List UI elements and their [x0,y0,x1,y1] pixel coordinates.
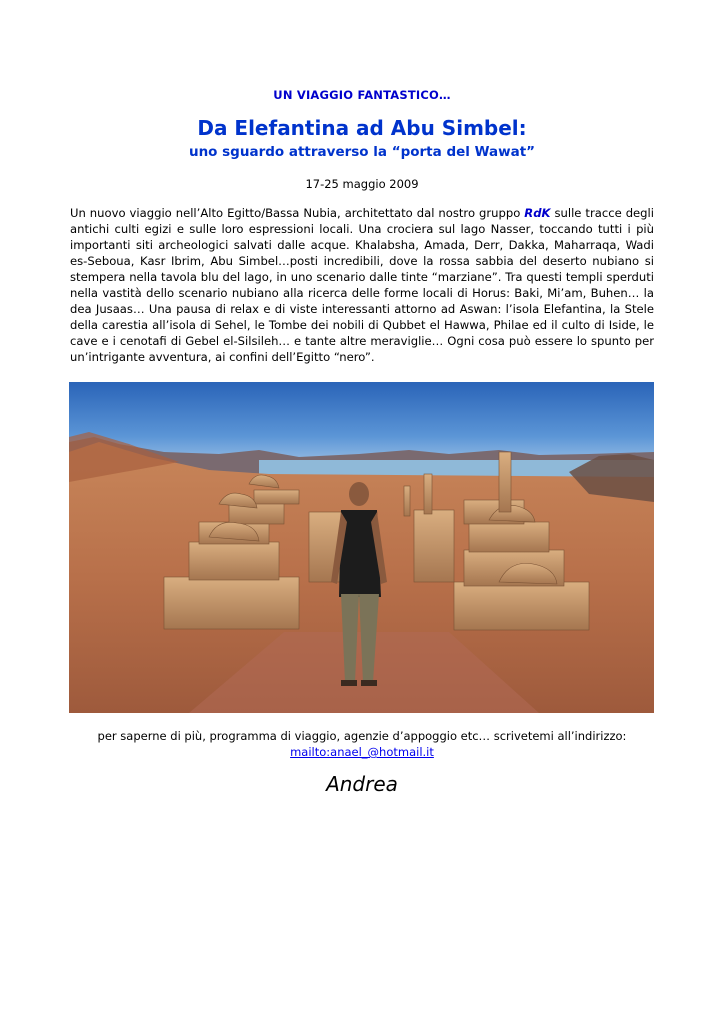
email-link-wrapper [0,745,724,759]
temple-photo [69,382,654,713]
kicker-heading: UN VIAGGIO FANTASTICO… [273,88,451,102]
signature: Andrea [326,772,398,796]
group-name: RdK [524,206,551,220]
page-title: Da Elefantina ad Abu Simbel: [197,116,527,140]
body-text-part1: Un nuovo viaggio nell’Alto Egitto/Bassa Nubia, architettato dal nostro gruppo [70,206,525,220]
contact-line: per saperne di più, programma di viaggio, agenzie d’appoggio etc… scrivetemi all’indirizzo: [97,729,627,743]
body-paragraph [70,205,654,365]
body-text-part2: sulle tracce degli antichi culti egizi e sulle loro espressioni locali. Una crociera sul lago Nasser, toccando tutti i più importanti siti archeologici salvati dalle acque. Khalabsha, Amada, Derr, Dakka, Maharraqa, Wadi es-Seboua, Kasr Ibrim, Abu Simbel…posti incredibili, dove la rossa sabbia del deserto nubiano si stempera nella tavola blu del lago, in uno scenario dalle tinte “marziane”. Tra questi templi sperduti nella vastità dello scenario nubiano alla ricerca delle forme locali di Horus: Baki, Mi’am, Buhen… la dea Jusaas… Una pausa di relax e di viste interessanti attorno ad Aswan: l’isola Elefantina, la Stele della carestia all’isola di Sehel, le Tombe dei nobili di Qubbet el Hawwa, Philae ed il culto di Iside, le cave e i cenotafi di Gebel el-Silsileh… e tante altre meraviglie… Ogni cosa può essere lo spunto per un’intrigante avventura, ai confini dell’Egitto “nero”. [70,206,654,364]
email-link[interactable]: mailto:anael_@hotmail.it [290,745,434,759]
page-subtitle: uno sguardo attraverso la “porta del Wawat” [188,144,536,160]
trip-date: 17-25 maggio 2009 [305,177,419,191]
